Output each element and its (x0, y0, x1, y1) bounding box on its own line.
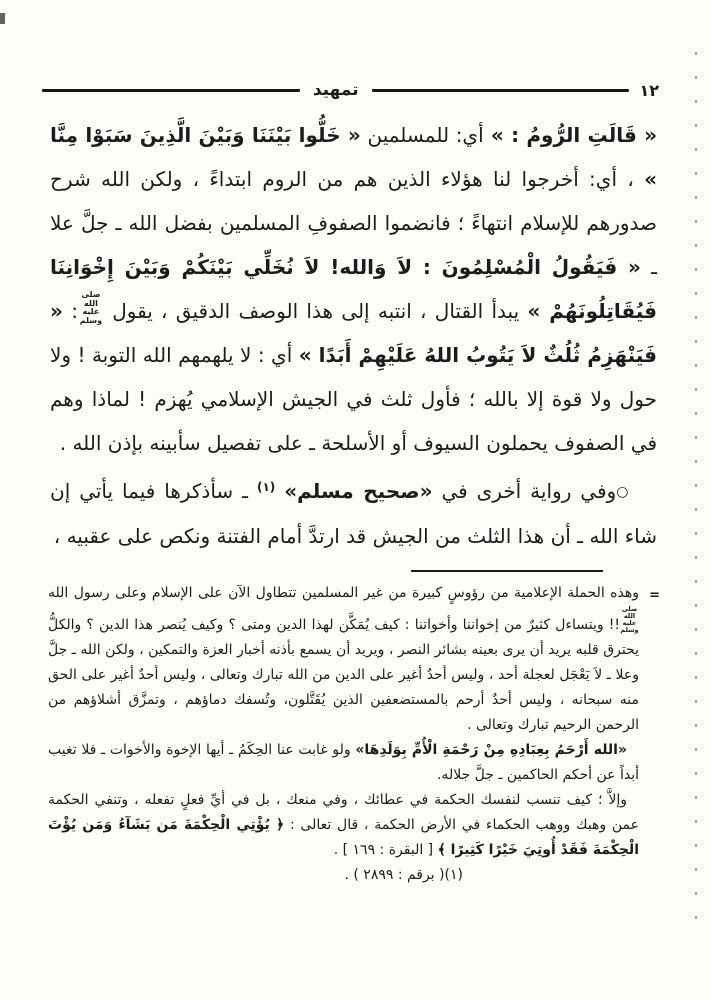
footnote-wisdom (48, 788, 639, 863)
text-run: ولو غابت عنا الحِكَمُ ـ أيها الإخوة والأخوات ـ فلا تغيب أبداً عن أحكم الحاكمين ـ جلَّ جلاله. (48, 742, 639, 784)
footnote-hadith-mercy (48, 738, 639, 788)
hadith-quote: « قَالَتِ الرُّومُ : » (483, 123, 658, 147)
text-run: وهذه الحملة الإعلامية من رؤوسٍ كبيرة من غير المسلمين تتطاول الآن على الإسلام وعلى رسول الله (48, 585, 639, 601)
hadith-quote: « فَيَنْهَزِمُ ثُلُثٌ لاَ يَتُوبُ اللهُ عَلَيْهِمْ أَبَدًا » (50, 299, 657, 367)
footnote-continuation (48, 581, 639, 738)
paragraph-sahih-muslim-narration (50, 465, 657, 558)
scan-binding-dots-artifact (695, 52, 697, 932)
scan-corner-artifact (0, 13, 5, 24)
hadith-quote: « خَلُّوا بَيْنَنَا وَبَيْنَ الَّذِينَ سَبَوْا مِنَّا » (50, 123, 657, 191)
quran-quote: ﴿ يُؤْتِي الْحِكْمَةَ مَن يَشَآءُ وَمَن يُؤْتَ الْحِكْمَةَ فَقَدْ أُوتِيَ خَيْرًا كَثِيرًا ﴾ (48, 817, 639, 859)
saw-honorific-icon: صلى الله عليه وسلم (79, 290, 103, 325)
footnote-separator (411, 570, 603, 572)
hadith-quote: « فَيَقُولُ الْمُسْلِمُونَ : لاَ وَالله! لاَ نُخَلِّي بَيْنَكُمْ وَبَيْنَ إِخْوَانِنَا فَيُقَاتِلُونَهُمْ » (50, 255, 657, 323)
book-title-sahih-muslim: «صحيح مسلم» (284, 479, 433, 503)
footnote-1-reference (48, 863, 463, 888)
hadith-quote: «الله أَرْحَمُ بِعِبَادِهِ مِنْ رَحْمَةِ الْأُمِّ بِوَلَدِهَا» (355, 742, 628, 759)
text-run: ، أي: أخرجوا لنا هؤلاء الذين هم من الروم ابتداءً ، ولكن الله شرح صدورهم للإسلام انتهاءً ؛ فانضموا الصفوفِ المسلمين بفضل الله ـ جلَّ علا ـ (50, 167, 657, 279)
text-run: وفي رواية أخرى في (432, 479, 617, 503)
page-number: ١٢ (639, 80, 659, 100)
text-run: وإلاَّ ؛ كيف تنسب لنفسك الحكمة في عطائك ، وفي منعك ، بل في أيِّ فعلٍ تفعله ، وتنفي الحكمة عمن وهبك ووهب الحكماء في الأرض الحكمة ، قال تعالى : (48, 792, 639, 834)
paragraph-circle-marker: ○ (616, 484, 631, 500)
footnote-continuation-marker: = (649, 588, 660, 603)
header-rule-right (372, 89, 630, 92)
saw-honorific-icon: صلى الله عليه وسلم (620, 605, 639, 635)
paragraph-rum-hadith (50, 113, 657, 465)
page-header (0, 0, 711, 100)
footnote-text (48, 581, 639, 888)
text-run: ـ سأذكرها فيما يأتي إن شاء الله ـ أن هذا الثلث من الجيش قد ارتدَّ أمام الفتنة ونكص على عقبيه ، (50, 479, 657, 548)
footnote-1-text: (١)( برقم : ٢٨٩٩ ) . (344, 867, 463, 884)
quran-citation: [ البقرة : ١٦٩ ] . (333, 842, 438, 859)
text-run: !! ويتساءل كثيرٌ من إخواننا وأخواتنا : كيف يُمَكَّن لهذا الدين ومتى ؟ وكيف يُنصر هذا الدين ؟ والكلُّ يحترق قلبه يريد أن يرى بعينه بشائر النصر ، ويريد أن يسمع بأذنه أخبار العزة والتمكين ، ولكن الله ـ جلَّ وعلا ـ لاَ يَعْجَل لعجلة أحد ، وليس أحدٌ أغير على الدين من الله تبارك وتعالى ، وليس أحدٌ أغير على الحق منه سبحانه ، وليس أحدٌ أرحم بالمستضعفين الذين يُقَتَّلون، وتُسفك دماؤهم ، وتمزَّق أشلاؤهم من الرحمن الرحيم تبارك وتعالى . (48, 617, 639, 734)
footnotes-section (48, 581, 660, 888)
text-run (275, 479, 284, 503)
footnote-ref-1: (١) (256, 480, 276, 494)
text-run: أي: للمسلمين (360, 123, 484, 147)
text-run: يبدأ القتال ، انتبه إلى هذا الوصف الدقيق ، يقول (103, 299, 528, 323)
text-run: : (62, 299, 78, 323)
header-rule-left (42, 89, 300, 92)
page-title: تمهيد (312, 80, 359, 100)
text-run: أي : لا يلهمهم الله التوبة ! ولا حول ولا قوة إلا بالله ؛ فأول ثلث في الجيش الإسلامي يُهزم ! لماذا وهم في الصفوف يحملون السيوف أو الأسلحة ـ على تفصيل سأبينه بإذن الله . (50, 343, 657, 455)
body-text (50, 113, 657, 558)
